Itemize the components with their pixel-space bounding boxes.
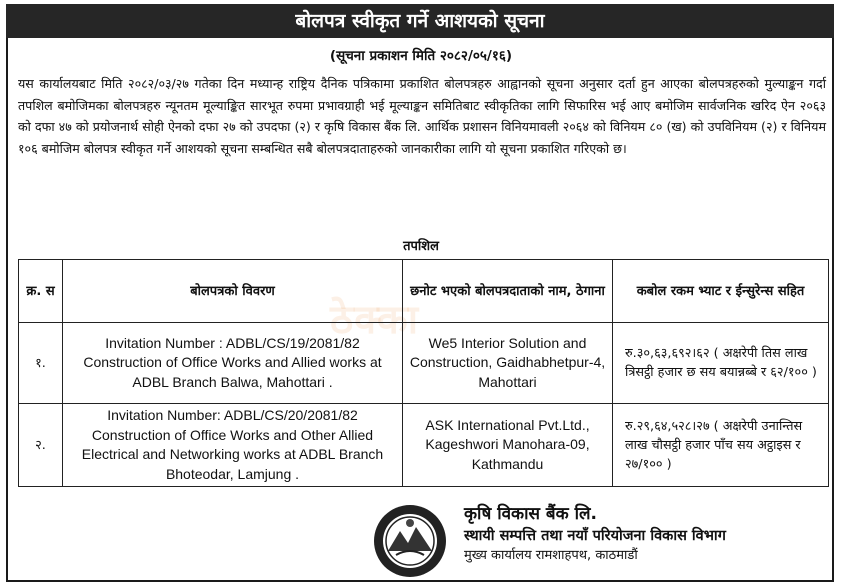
header-amount: कबोल रकम भ्याट र ईन्सुरेन्स सहित bbox=[613, 260, 829, 323]
issuer-org-name: कृषि विकास बैंक लि. bbox=[464, 504, 597, 524]
header-description: बोलपत्रको विवरण bbox=[63, 260, 403, 323]
details-heading: तपशिल bbox=[403, 239, 439, 254]
header-bidder: छनोट भएको बोलपत्रदाताको नाम, ठेगाना bbox=[403, 260, 613, 323]
row-bidder: ASK International Pvt.Ltd., Kageshwori Manohara-09, Kathmandu bbox=[403, 404, 613, 487]
row-amount: रु.३०,६३,६९२।६२ ( अक्षरेपी तिस लाख त्रिसट्ठी हजार छ सय बयान्नब्बे र ६२/१०० ) bbox=[613, 323, 829, 404]
table-row bbox=[19, 323, 829, 404]
row-description: Invitation Number: ADBL/CS/20/2081/82 Construction of Office Works and Other Allied Electrical and Networking works at ADBL Branch Bhoteodar, Lamjung . bbox=[63, 404, 403, 487]
table-row bbox=[19, 404, 829, 487]
issuer-department: स्थायी सम्पत्ति तथा नयाँ परियोजना विकास विभाग bbox=[464, 528, 726, 544]
header-sn: क्र. स bbox=[19, 260, 63, 323]
publication-date-line: (सूचना प्रकाशन मिति २०८२/०५/१६) bbox=[329, 48, 513, 64]
row-bidder: We5 Interior Solution and Construction, Gaidhabhetpur-4, Mahottari bbox=[403, 323, 613, 404]
row-sn: २. bbox=[19, 404, 63, 487]
bank-seal-logo bbox=[372, 503, 448, 579]
row-description: Invitation Number : ADBL/CS/19/2081/82 Construction of Office Works and Allied works at ADBL Branch Balwa, Mahottari . bbox=[63, 323, 403, 404]
row-sn: १. bbox=[19, 323, 63, 404]
issuer-address: मुख्य कार्यालय रामशाहपथ, काठमाडौं bbox=[464, 548, 638, 563]
table-header-row bbox=[19, 260, 829, 323]
watermark-text: ठेक्का bbox=[330, 297, 420, 343]
notice-title: बोलपत्र स्वीकृत गर्ने आशयको सूचना bbox=[6, 4, 834, 38]
row-amount: रु.२९,६४,५२८।२७ ( अक्षरेपी उनान्तिस लाख चौसट्ठी हजार पाँच सय अट्ठाइस र २७/१०० ) bbox=[613, 404, 829, 487]
issuer-block bbox=[464, 503, 726, 565]
notice-paragraph: यस कार्यालयबाट मिति २०८२/०३/२७ गतेका दिन मध्यान्ह राष्ट्रिय दैनिक पत्रिकामा प्रकाशित बोलपत्रहरु आह्वानको सूचना अनुसार दर्ता हुन आएका बोलपत्रहरुको मुल्याङ्कन गर्दा तपशिल बमोजिमका बोलपत्रहरु न्यूनतम मूल्याङ्कित सारभूत रुपमा प्रभावग्राही भई मूल्याङ्कन समितिबाट स्वीकृतिका लागि सिफारिस भई आए बमोजिम सार्वजनिक खरिद ऐन २०६३ को दफा ४७ को प्रयोजनार्थ सोही ऐनको दफा २७ को उपदफा (२) र कृषि विकास बैंक लि. आर्थिक प्रशासन विनियमावली २०६४ को विनियम ८० (ख) को उपविनियम (२) र विनियम १०६ बमोजिम बोलपत्र स्वीकृत गर्ने आशयको सूचना सम्बन्धित सबै बोलपत्रदाताहरुको जानकारीका लागि यो सूचना प्रकाशित गरिएको छ। bbox=[18, 76, 826, 156]
tender-table bbox=[18, 259, 829, 487]
